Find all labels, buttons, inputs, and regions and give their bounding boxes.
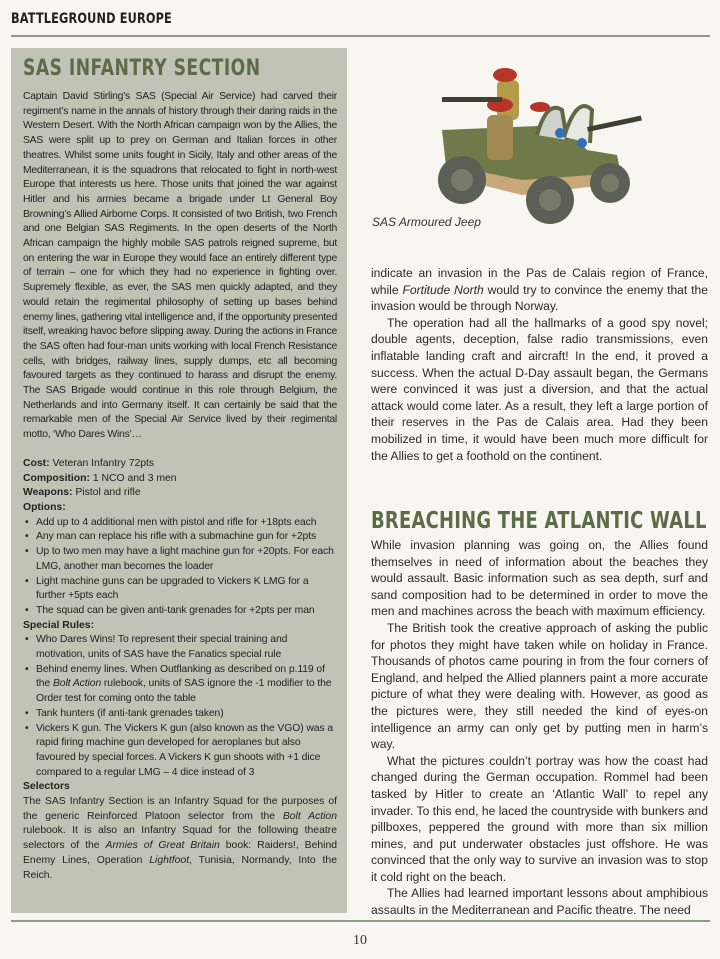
- article-paragraph: The operation had all the hallmarks of a good spy novel; double agents, deception, false radio transmissions, even inflatable landing craft and aircraft! In the end, it proved a success. When the actual D-Day assault began, the Germans were convinced it was just a diversion, and that the actual attack would come later. As a result, they left a large portion of their reserves in the Pas de Calais area. Had they been mobilized in time, it would have been much more difficult for the Allies to get a foothold on the continent.: [371, 315, 708, 463]
- options-heading: Options:: [23, 501, 66, 513]
- list-item: • The squad can be given anti-tank grenades for +2pts per man: [23, 604, 337, 619]
- selectors-heading: Selectors: [23, 781, 70, 793]
- list-item: • Behind enemy lines. When Outflanking as described on p.119 of the Bolt Action rulebook, units of SAS ignore the -1 modifier to the Order test for coming onto the table: [23, 663, 337, 707]
- sidebar-intro: Captain David Stirling’s SAS (Special Air Service) had carved their regiment’s name in the annals of history through their daring raids in the Western Desert. With the North African campaign won by the Allies, the SAS were split up to prey on German and Italian forces in other theatres. Whilst some units fought in Sicily, Italy and other areas of the Mediterranean, it is the squadrons that relocated to fight in north-west Europe that interests us here. Those units that joined the war against Hitler and his armies became a brigade under Lt General Boy Browning’s Allied Airborne Corps. It consisted of two British, two French and one Belgian SAS Regiments. In the open deserts of the North African campaign the highly mobile SAS patrols reigned supreme, but on entering the war in Europe they would face an entirely different type of terrain – one for which they had no experience in fighting over. Supremely flexible, as ever, the SAS men quickly adapted, and they would retain the regimental philosophy of setting up bases behind enemy lines, gathering vital intelligence and, if the opportunity presented itself, wreaking havoc before slipping away. During the actions in France the SAS often had four-man units working with local French Resistance cells, with bridges, railway lines, supply dumps, etc all becoming favoured targets as they continued to harass and disrupt the enemy. The SAS Brigade would continue in this role through Belgium, the Netherlands and into Germany itself. It can certainly be said that the remarkable men of the Special Air Service lived by their regimental motto, ‘Who Dares Wins’…: [23, 91, 337, 441]
- list-item: • Who Dares Wins! To represent their special training and motivation, units of SAS have the Fanatics special rule: [23, 633, 337, 662]
- footer-rule: [11, 920, 710, 922]
- article-paragraph: While invasion planning was going on, the Allies found themselves in need of information about the beaches they would assault. Basic information such as sea depth, surf and sand composition had to be determined in order to move the men and machines across the beach with maximum efficiency.: [371, 538, 708, 619]
- header-rule: [11, 35, 710, 37]
- sas-infantry-sidebar: [11, 48, 347, 913]
- article-paragraph: What the pictures couldn’t portray was how the coast had changed during the German occupation. Rommel had been tasked by Hitler to create an ‘Atlantic Wall’ to repel any invader. To this end, he laced the countryside with bunkers and pillboxes, peppered the ground with more than six million mines, and put underwater obstacles just offshore. He was convinced that the only way to survive an invasion was to stop it cold right on the beach.: [371, 753, 708, 884]
- article-paragraph: The British took the creative approach of asking the public for photos they might have taken while on holiday in France. Thousands of photos came pouring in from the four corners of England, and helped the Allied planners paint a more accurate picture of what they were dealing with. However, as good as the pictures were, they still needed the kind of eyes-on intelligence an army can only get by putting men in harm’s way.: [371, 620, 708, 752]
- article-paragraph: indicate an invasion in the Pas de Calais region of France, while Fortitude North would try to convince the enemy that the invasion would be through Norway.: [371, 266, 708, 314]
- figure-caption: SAS Armoured Jeep: [372, 215, 481, 229]
- stat-weapons: Weapons: Pistol and rifle: [23, 487, 141, 499]
- list-item: • Any man can replace his rifle with a submachine gun for +2pts: [23, 530, 337, 545]
- armoured-jeep-image: [372, 55, 672, 225]
- selectors-text: The SAS Infantry Section is an Infantry Squad for the purposes of the generic Reinforced Platoon selector from the Bolt Action rulebook. It is also an Infantry Squad for the following theatre selectors of the Armies of Great Britain book: Raiders!, Behind Enemy Lines, Operation Lightfoot, Tunisia, Normandy, Into the Reich.: [23, 796, 338, 881]
- page-number: 10: [353, 933, 367, 948]
- special-rules-heading: Special Rules:: [23, 619, 95, 631]
- jeep-figure: [372, 55, 672, 225]
- special-rules-list: [23, 633, 337, 780]
- sidebar-title: SAS INFANTRY SECTION: [23, 56, 261, 81]
- article-column-bottom: [371, 537, 708, 919]
- running-head: BATTLEGROUND EUROPE: [11, 11, 172, 27]
- stat-composition: Composition: 1 NCO and 3 men: [23, 472, 177, 484]
- list-item: • Add up to 4 additional men with pistol and rifle for +18pts each: [23, 516, 337, 531]
- list-item: • Light machine guns can be upgraded to Vickers K LMG for a further +5pts each: [23, 575, 337, 604]
- options-list: [23, 516, 337, 619]
- list-item: • Vickers K gun. The Vickers K gun (also known as the VGO) was a rapid firing machine gun developed for aeroplanes but also favoured by special forces. A Vickers K gun shoots with +1 dice compared to a regular LMG – 4 dice instead of 3: [23, 722, 337, 781]
- article-paragraph: The Allies had learned important lessons about amphibious assaults in the Mediterranean and Pacific theatre. The need: [371, 886, 708, 918]
- list-item: • Tank hunters (if anti-tank grenades taken): [23, 707, 337, 722]
- stat-cost: Cost: Veteran Infantry 72pts: [23, 457, 155, 469]
- section-heading: BREACHING THE ATLANTIC WALL: [371, 508, 707, 534]
- article-column-top: [371, 265, 708, 464]
- list-item: • Up to two men may have a light machine gun for +20pts. For each LMG, another man becomes the loader: [23, 545, 337, 574]
